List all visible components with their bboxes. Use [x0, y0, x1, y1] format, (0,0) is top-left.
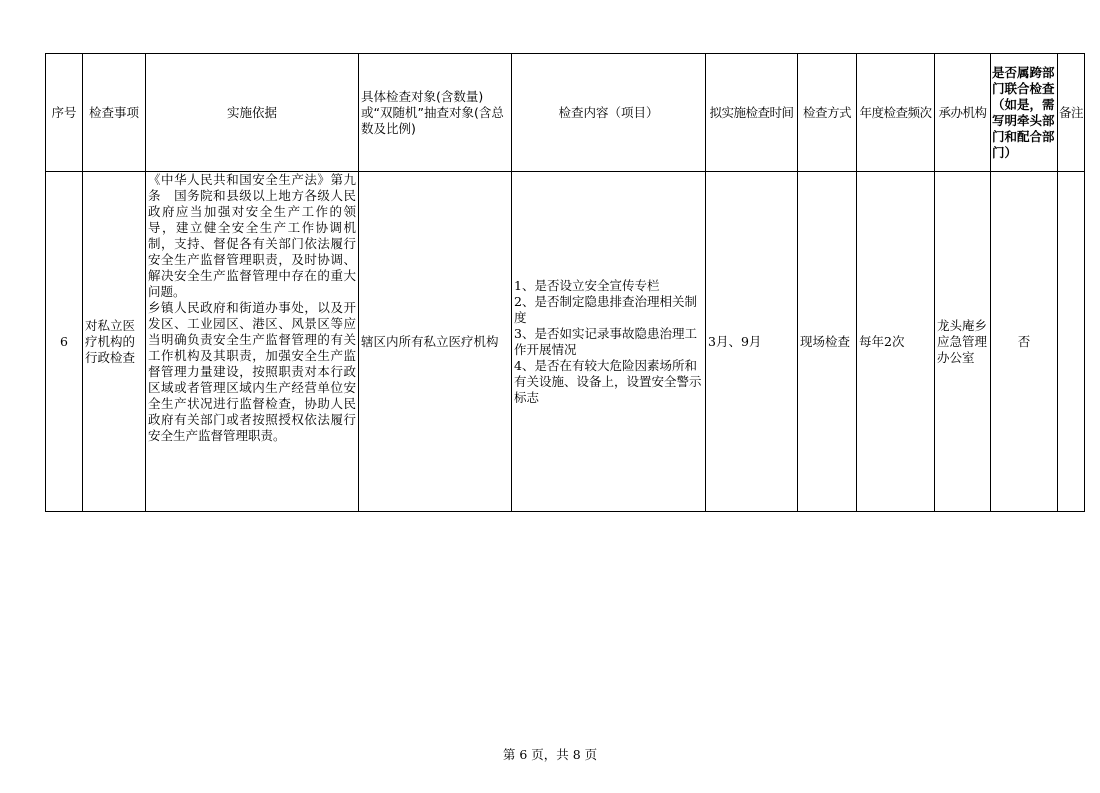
page-footer: 第 6 页，共 8 页	[502, 747, 598, 762]
content-item: 3、是否如实记录事故隐患治理工作开展情况	[514, 325, 697, 357]
content-item: 2、是否制定隐患排查治理相关制度	[514, 293, 697, 325]
header-row	[46, 54, 1085, 172]
row-item: 对私立医疗机构的行政检查	[83, 172, 146, 512]
row-method: 现场检查	[798, 172, 857, 512]
header-seq: 序号	[46, 54, 83, 172]
header-frequency: 年度检查频次	[857, 54, 935, 172]
content-item: 1、是否设立安全宣传专栏	[514, 277, 660, 293]
row-time: 3月、9月	[706, 172, 798, 512]
header-method: 检查方式	[798, 54, 857, 172]
header-note: 备注	[1058, 54, 1085, 172]
row-basis	[146, 172, 359, 512]
row-note	[1058, 172, 1085, 512]
inspection-table	[45, 53, 1085, 512]
row-agency: 龙头庵乡应急管理办公室	[935, 172, 991, 512]
header-item: 检查事项	[83, 54, 146, 172]
header-basis: 实施依据	[146, 54, 359, 172]
row-frequency: 每年2次	[857, 172, 935, 512]
header-content: 检查内容（项目）	[512, 54, 706, 172]
header-time: 拟实施检查时间	[706, 54, 798, 172]
row-joint: 否	[991, 172, 1058, 512]
basis-paragraph-1: 《中华人民共和国安全生产法》第九条 国务院和县级以上地方各级人民政府应当加强对安全生产工作的领导，建立健全安全生产工作协调机制，支持、督促各有关部门依法履行安全生产监督管理职责，及时协调、解决安全生产监督管理中存在的重大问题。	[148, 172, 356, 299]
header-target: 具体检查对象(含数量)或“双随机”抽查对象(含总数及比例)	[359, 54, 512, 172]
table-row	[46, 172, 1085, 512]
row-content	[512, 172, 706, 512]
header-agency: 承办机构	[935, 54, 991, 172]
content-item: 4、是否在有较大危险因素场所和有关设施、设备上，设置安全警示标志	[514, 357, 702, 405]
header-joint: 是否属跨部门联合检查（如是，需写明牵头部门和配合部门）	[991, 54, 1058, 172]
row-target: 辖区内所有私立医疗机构	[359, 172, 512, 512]
basis-paragraph-2: 乡镇人民政府和街道办事处，以及开发区、工业园区、港区、风景区等应当明确负责安全生产监督管理的有关工作机构及其职责，加强安全生产监督管理力量建设，按照职责对本行政区域或者管理区域内生产经营单位安全生产状况进行监督检查，协助人民政府有关部门或者按照授权依法履行安全生产监督管理职责。	[148, 300, 356, 443]
row-seq: 6	[46, 172, 83, 512]
